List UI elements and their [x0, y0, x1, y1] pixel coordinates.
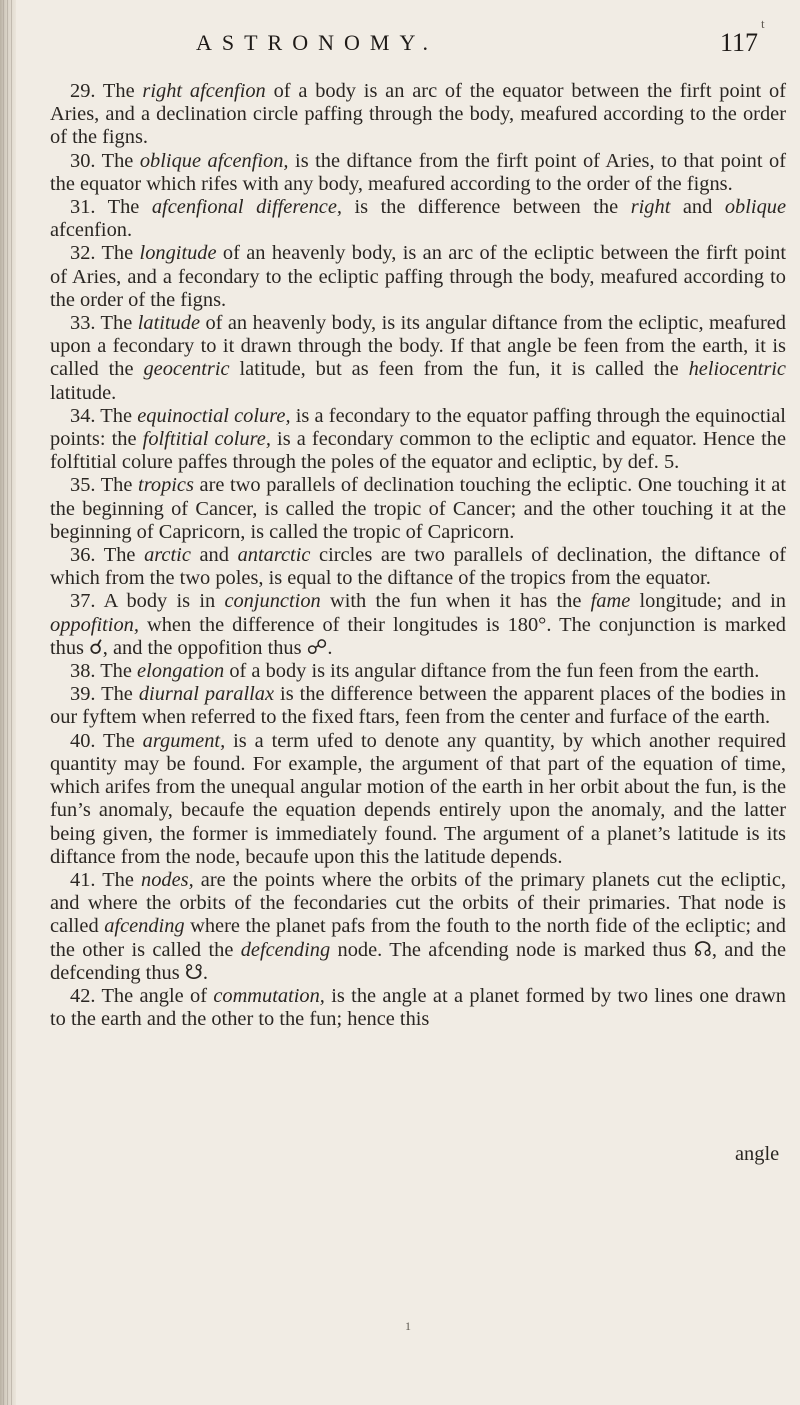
- text-run: 36. The: [70, 544, 145, 567]
- defined-term: oblique afcenfion,: [139, 149, 289, 172]
- defined-term: defcending: [240, 938, 331, 961]
- defined-term: longitude: [139, 242, 217, 265]
- text-run: circles are two parallels of declination, the diftance of which from the two poles, is equal to the diftance of the tropics from the equator.: [50, 544, 786, 590]
- defined-term: elongation: [137, 660, 225, 683]
- defined-term: arctic: [144, 544, 191, 567]
- text-run: 35. The: [70, 474, 139, 497]
- definition-39: [50, 683, 786, 729]
- definition-32: [50, 242, 786, 312]
- definition-41: [50, 869, 786, 985]
- running-head: ASTRONOMY.: [196, 30, 439, 55]
- text-run: are the points where the orbits of the primary planets cut the ecliptic, and where the orbits of the fecondaries cut the orbits of their primaries. That node is called: [50, 868, 786, 938]
- defined-term: right: [630, 196, 671, 219]
- defined-term: fame: [590, 590, 631, 613]
- defined-term: antarctic: [237, 544, 311, 567]
- binding-line: [7, 0, 8, 1405]
- defined-term: heliocentric: [688, 358, 786, 381]
- text-run: 31. The: [70, 196, 152, 219]
- defined-term: geocentric: [143, 358, 230, 381]
- definition-38: [50, 660, 786, 683]
- text-run: and: [670, 196, 725, 219]
- body-text: [50, 80, 786, 1031]
- printer-mark: t: [761, 16, 765, 31]
- text-run: latitude.: [50, 381, 117, 404]
- text-run: 39. The: [70, 683, 139, 706]
- definition-42: [50, 985, 786, 1031]
- text-run: node. The afcending node is marked thus ☊, and the defcending thus ☋.: [50, 938, 786, 984]
- defined-term: right afcenfion: [142, 80, 266, 102]
- definition-40: [50, 730, 786, 869]
- text-run: 41. The: [70, 868, 142, 891]
- defined-term: afcenfional difference,: [151, 196, 342, 219]
- text-run: is the difference between the apparent places of the bodies in our fyftem when referred to the fixed ftars, feen from the center and furface of the earth.: [50, 683, 786, 729]
- definition-37: [50, 590, 786, 660]
- definition-34: [50, 405, 786, 475]
- text-run: where the planet pafs from the fouth to the north fide of the ecliptic; and the other is called the: [50, 915, 787, 961]
- text-run: of an heavenly body, is its angular diftance from the ecliptic, meafured upon a fecondary to it drawn through the body. If that angle be feen from the earth, it is called the: [50, 312, 786, 381]
- text-run: latitude, but as feen from the fun, it is called the: [229, 358, 689, 381]
- text-run: is a term ufed to denote any quantity, by which another required quantity may be found. For example, the argument of that part of the equation of time, which arifes from the unequal angular motion of the earth in her orbit about the fun, is the fun’s anomaly, becaufe the equation depends entirely upon the anomaly, and the latter being given, the former is immediately found. The argument of a planet’s latitude is its diftance from the node, becaufe upon this the latitude depends.: [50, 729, 786, 868]
- text-run: longitude; and in: [630, 590, 786, 613]
- text-run: of a body is an arc of the equator between the firft point of Aries, and a declination circle paffing through the body, meafured according to the order of the figns.: [50, 80, 786, 149]
- definition-36: [50, 544, 786, 590]
- defined-term: equinoctial colure,: [137, 404, 291, 427]
- text-run: is a fecondary common to the ecliptic and equator. Hence the folftitial colure paffes through the poles of the equator and ecliptic, by def. 5.: [50, 428, 786, 474]
- text-run: 40. The: [70, 729, 143, 752]
- definition-31: [50, 196, 786, 242]
- defined-term: commutation,: [213, 984, 325, 1007]
- text-run: 34. The: [70, 404, 138, 427]
- defined-term: latitude: [137, 312, 201, 335]
- text-run: and: [190, 544, 238, 567]
- text-run: 42. The angle of: [70, 984, 214, 1007]
- defined-term: diurnal parallax: [138, 683, 275, 706]
- page-number: 117: [720, 28, 759, 57]
- text-run: is a fecondary to the equator paffing through the equinoctial points: the: [50, 404, 786, 451]
- defined-term: afcending: [104, 915, 185, 938]
- text-run: 33. The: [70, 312, 138, 335]
- text-run: of an heavenly body, is an arc of the ecliptic between the firft point of Aries, and a fecondary to the ecliptic paffing through the body, meafured according to the order of the figns.: [50, 242, 786, 311]
- definition-33: [50, 312, 786, 405]
- text-run: are two parallels of declination touching the ecliptic. One touching it at the beginning of Cancer, is called the tropic of Cancer; and the other touching it at the beginning of Capricorn, is called the tropic of Capricorn.: [50, 474, 786, 543]
- text-run: 30. The: [70, 149, 140, 172]
- text-run: is the difference between the: [341, 196, 631, 219]
- defined-term: conjunction: [224, 590, 321, 613]
- defined-term: tropics: [138, 474, 194, 497]
- defined-term: nodes,: [141, 868, 194, 891]
- text-run: 37. A body is in: [70, 590, 225, 613]
- definition-35: [50, 474, 786, 544]
- text-run: 38. The: [70, 660, 138, 683]
- defined-term: argument,: [142, 729, 226, 752]
- signature-mark: 1: [405, 1319, 411, 1333]
- text-run: afcenfion.: [50, 219, 133, 242]
- catchword: angle: [735, 1143, 780, 1165]
- text-run: 32. The: [70, 242, 140, 265]
- text-run: is the diftance from the firft point of Aries, to that point of the equator which rifes with any body, meafured according to the order of the figns.: [50, 149, 786, 195]
- text-run: when the difference of their longitudes is 180°. The conjunction is marked thus ☌, and the oppofition thus ☍.: [50, 613, 786, 659]
- binding-line: [11, 0, 12, 1405]
- definition-29: [50, 80, 786, 150]
- text-run: 29. The: [70, 80, 143, 102]
- defined-term: folftitial colure,: [142, 428, 271, 451]
- text-run: of a body is its angular diftance from the fun feen from the earth.: [224, 660, 760, 683]
- page-header: [0, 16, 800, 62]
- binding-line: [3, 0, 4, 1405]
- defined-term: oblique: [724, 196, 787, 219]
- defined-term: oppofition,: [50, 613, 139, 636]
- text-run: with the fun when it has the: [320, 590, 591, 613]
- text-run: is the angle at a planet formed by two lines one drawn to the earth and the other to the fun; hence this: [50, 984, 786, 1031]
- definition-30: [50, 150, 786, 196]
